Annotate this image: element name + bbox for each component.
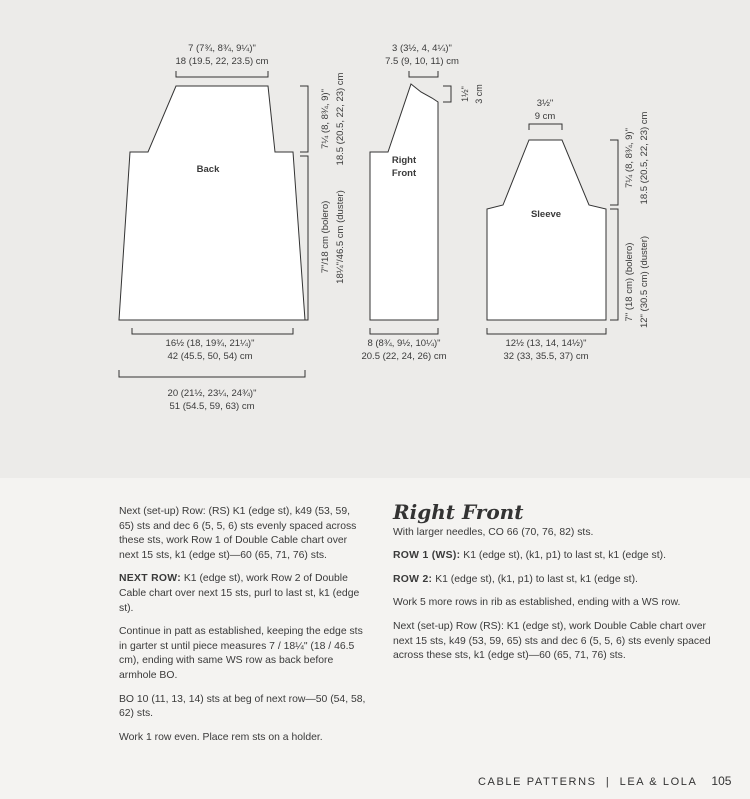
row-2-paragraph	[393, 573, 718, 588]
page-footer	[478, 774, 731, 788]
back-bottom-width-cm: 42 (45.5, 50, 54) cm	[167, 351, 253, 362]
back-armhole-cm: 18.5 (20.5, 22, 23) cm	[335, 72, 346, 166]
sleeve-length-bolero: 7" (18 cm) (bolero)	[624, 242, 635, 322]
running-head: CABLE PATTERNS | LEA & LOLA	[478, 776, 698, 788]
row-1-paragraph	[393, 549, 718, 564]
back-top-width-inches: 7 (7¾, 8¾, 9¼)"	[188, 43, 256, 54]
sleeve-cap-inches: 7¼ (8, 8¾, 9)"	[624, 128, 635, 188]
section-heading: Right Front	[393, 500, 524, 524]
row-1-text: K1 (edge st), (k1, p1) to last st, k1 (edge st).	[460, 550, 666, 562]
back-piece-label: Back	[196, 164, 220, 175]
back-top-width-cm: 18 (19.5, 22, 23.5) cm	[175, 56, 269, 67]
back-armhole-inches: 7¼ (8, 8¾, 9)"	[320, 89, 331, 149]
sleeve-top-width-cm: 9 cm	[534, 111, 556, 122]
right-front-label-line2: Front	[391, 168, 417, 179]
back-hem-width-cm: 51 (54.5, 59, 63) cm	[169, 401, 255, 412]
continue-paragraph: Continue in patt as established, keeping the edge sts in garter st until piece measures 7 / 18¼" (18 / 46.5 cm), ending with same WS row as back before armhole BO.	[119, 626, 363, 681]
sleeve-piece-label: Sleeve	[530, 209, 562, 220]
back-length-duster: 18¼"/46.5 cm (duster)	[335, 190, 346, 284]
next-row-paragraph	[119, 572, 367, 616]
row-1-label: ROW 1 (WS):	[393, 550, 461, 562]
work-even-paragraph: Work 1 row even. Place rem sts on a holder.	[119, 731, 323, 743]
bind-off-paragraph: BO 10 (11, 13, 14) sts at beg of next row—50 (54, 58, 62) sts.	[119, 693, 366, 720]
row-2-text: K1 (edge st), (k1, p1) to last st, k1 (edge st).	[432, 573, 638, 585]
right-front-top-width-inches: 3 (3½, 4, 4¼)"	[392, 43, 452, 54]
right-front-label-line1: Right	[391, 155, 417, 166]
next-row-text: K1 (edge st), work Row 2 of Double Cable chart over next 15 sts, purl to last st, k1 (edge st).	[119, 573, 360, 614]
right-front-bottom-width-cm: 20.5 (22, 24, 26) cm	[361, 351, 447, 362]
back-hem-width-inches: 20 (21½, 23¼, 24¾)"	[167, 388, 257, 399]
left-text-column	[119, 505, 367, 754]
sleeve-cap-cm: 18.5 (20.5, 22, 23) cm	[639, 111, 650, 205]
page-number: 105	[711, 774, 732, 788]
rib-paragraph: Work 5 more rows in rib as established, ending with a WS row.	[393, 597, 681, 609]
right-front-neck-cm: 3 cm	[474, 84, 484, 104]
right-front-bottom-width-inches: 8 (8¾, 9½, 10¼)"	[367, 338, 441, 349]
right-front-neck-inches: 1½"	[460, 86, 470, 102]
right-text-column	[393, 500, 718, 673]
setup-row-paragraph: Next (set-up) Row: (RS) K1 (edge st), k49 (53, 59, 65) sts and dec 6 (5, 5, 6) sts evenly spaced across these sts, work Row 1 of Double Cable chart over next 15 sts, k1 (edge st)—60 (65, 71, 76) sts.	[119, 506, 357, 561]
back-length-bolero: 7"/18 cm (bolero)	[320, 200, 331, 274]
back-bottom-width-inches: 16½ (18, 19¾, 21¼)"	[165, 338, 255, 349]
sleeve-bottom-width-cm: 32 (33, 35.5, 37) cm	[503, 351, 589, 362]
row-2-label: ROW 2:	[393, 573, 433, 585]
setup-row-front-paragraph: Next (set-up) Row (RS): K1 (edge st), work Double Cable chart over next 15 sts, k49 (53, 59, 65) sts and dec 6 (5, 5, 6) sts evenly spaced across these sts, k1 (edge st)—60 (65, 71, 76) sts.	[393, 620, 711, 662]
sleeve-bottom-width-inches: 12½ (13, 14, 14½)"	[505, 338, 587, 349]
cast-on-paragraph: With larger needles, CO 66 (70, 76, 82) sts.	[393, 526, 594, 538]
sleeve-length-duster: 12" (30.5 cm) (duster)	[639, 235, 650, 329]
right-front-top-width-cm: 7.5 (9, 10, 11) cm	[385, 56, 459, 67]
sleeve-top-width-inches: 3½"	[536, 98, 554, 109]
next-row-label: NEXT ROW:	[119, 573, 181, 585]
